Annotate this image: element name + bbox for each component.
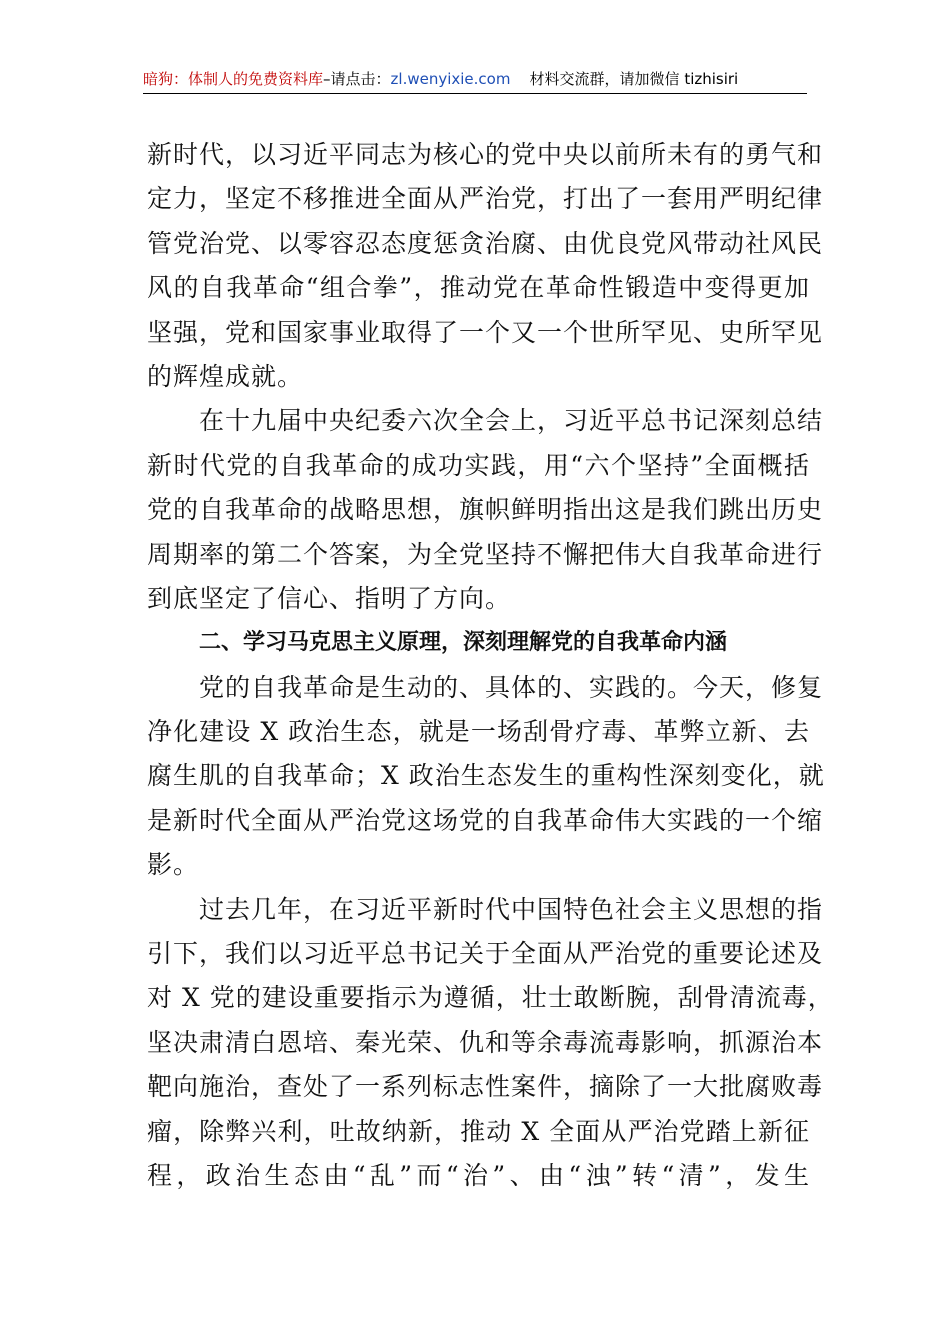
paragraph-line: 到底坚定了信心、指明了方向。 (147, 583, 512, 613)
paragraph-line: 坚强，党和国家事业取得了一个又一个世所罕见、史所罕见 (147, 317, 824, 347)
paragraph-line: 靶向施治，查处了一系列标志性案件，摘除了一大批腐败毒 (147, 1072, 824, 1102)
paragraph-line: 的辉煌成就。 (147, 361, 304, 391)
paragraph-line: 影。 (147, 850, 200, 880)
section-heading: 二、学习马克思主义原理，深刻理解党的自我革命内涵 (199, 630, 728, 656)
paragraph-line: 是新时代全面从严治党这场党的自我革命伟大实践的一个缩 (147, 805, 824, 835)
paragraph-line: 党的自我革命的战略思想，旗帜鲜明指出这是我们跳出历史 (147, 495, 824, 525)
paragraph-line: 净化建设 X 政治生态，就是一场刮骨疗毒、革弊立新、去 (147, 717, 810, 747)
paragraph-line: 党的自我革命是生动的、具体的、实践的。今天，修复 (199, 672, 824, 702)
header-click-prompt: –请点击： (323, 70, 391, 88)
paragraph-line: 对 X 党的建设重要指示为遵循，壮士敢断腕，刮骨清流毒， (147, 983, 834, 1013)
paragraph-line: 坚决肃清白恩培、秦光荣、仇和等余毒流毒影响，抓源治本 (147, 1027, 824, 1057)
header-site-name: 暗狗：体制人的免费资料库 (143, 70, 324, 88)
header-url-link[interactable]: zl.wenyixie.com (390, 70, 511, 88)
paragraph-line: 新时代，以习近平同志为核心的党中央以前所未有的勇气和 (147, 140, 824, 169)
paragraph-line: 在十九届中央纪委六次全会上，习近平总书记深刻总结 (199, 406, 824, 436)
header-divider (143, 93, 807, 94)
paragraph-line: 过去几年，在习近平新时代中国特色社会主义思想的指 (199, 894, 824, 924)
paragraph-line: 新时代党的自我革命的成功实践，用“六个坚持”全面概括 (147, 450, 810, 480)
paragraph-line: 周期率的第二个答案，为全党坚持不懈把伟大自我革命进行 (147, 539, 824, 569)
paragraph-line: 程，政治生态由“乱”而“治”、由“浊”转“清”，发生 (147, 1160, 810, 1190)
paragraph-line: 瘤，除弊兴利，吐故纳新，推动 X 全面从严治党踏上新征 (147, 1116, 810, 1146)
paragraph-line: 定力，坚定不移推进全面从严治党，打出了一套用严明纪律 (147, 184, 824, 214)
header-contact: 材料交流群，请加微信 tizhisiri (529, 70, 739, 88)
page-header (143, 68, 807, 90)
paragraph-line: 风的自我革命“组合拳”，推动党在革命性锻造中变得更加 (147, 273, 810, 303)
paragraph-line: 引下，我们以习近平总书记关于全面从严治党的重要论述及 (147, 939, 824, 969)
paragraph-line: 腐生肌的自我革命；X 政治生态发生的重构性深刻变化，就 (147, 761, 825, 791)
document-body (147, 133, 834, 1198)
paragraph-line: 管党治党、以零容忍态度惩贪治腐、由优良党风带动社风民 (147, 228, 824, 258)
